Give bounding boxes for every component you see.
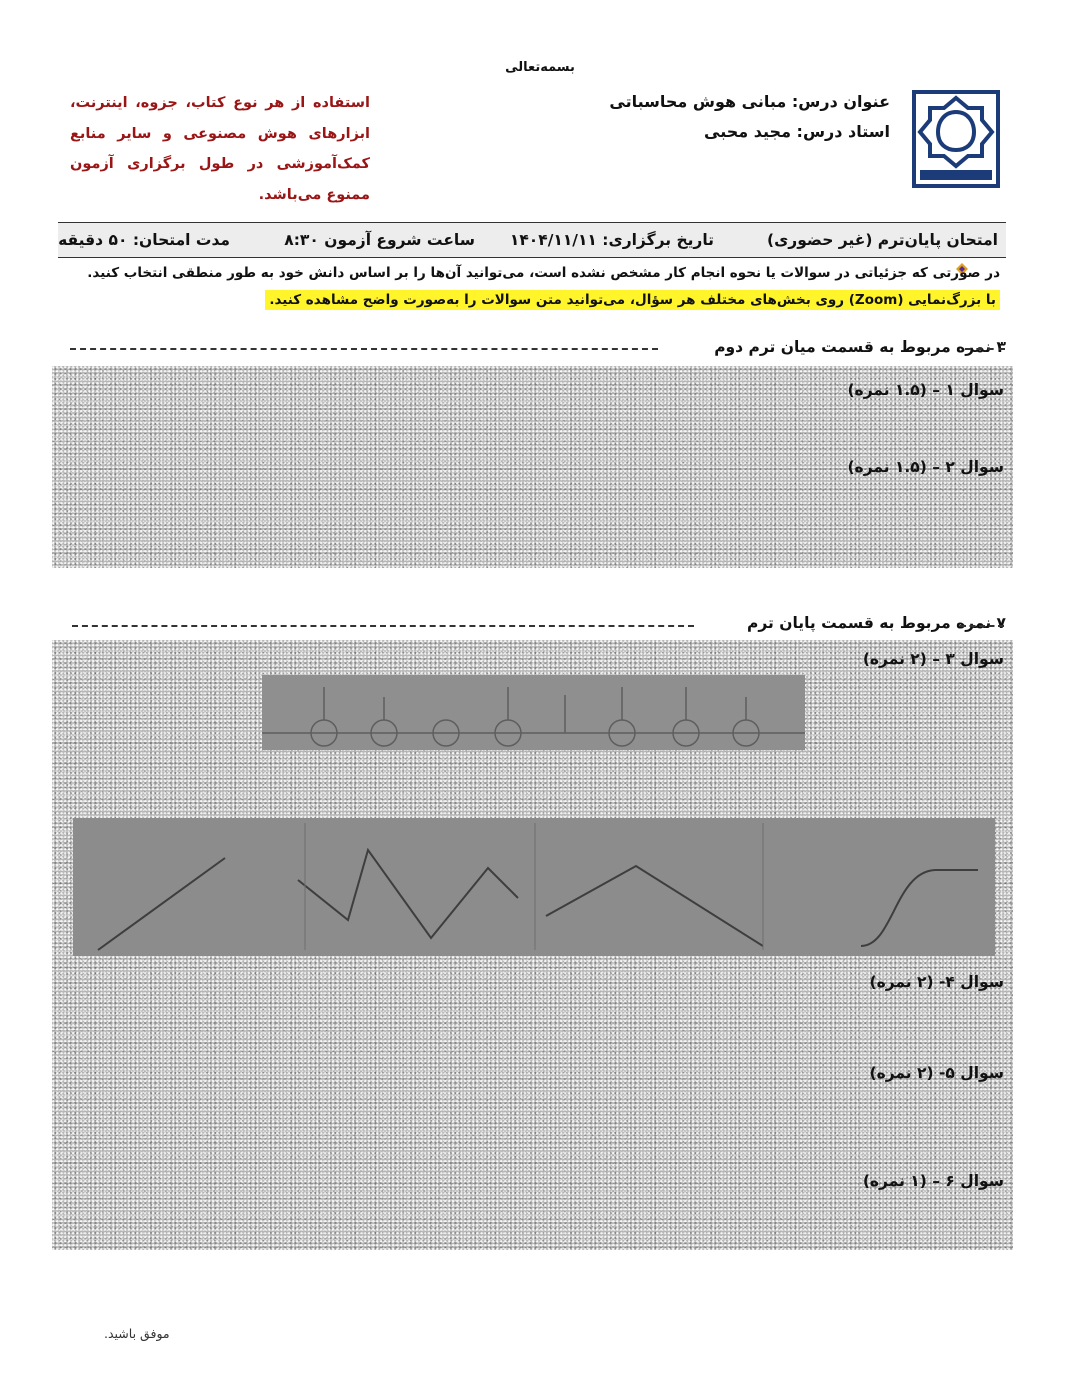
exam-duration: مدت امتحان: ۵۰ دقیقه	[58, 231, 230, 249]
question-5-label: سوال ۵- (۲ نمره)	[869, 1064, 1004, 1082]
question-4-label: سوال ۴- (۲ نمره)	[869, 973, 1004, 991]
question-3-label: سوال ۳ – (۲ نمره)	[862, 650, 1004, 668]
exam-warning: استفاده از هر نوع کتاب، جزوه، اینترنت، ابزارهای هوش مصنوعی و سایر منابع کمک‌آموزشی در طول برگزاری آزمون ممنوع می‌باشد.	[70, 95, 370, 203]
note-1: در صورتی که جزئیاتی در سوالات یا نحوه انجام کار مشخص نشده است، می‌توانید آن‌ها را بر اساس دانش خود به طور منطقی انتخاب کنید.	[87, 265, 1000, 281]
exam-type: امتحان پایان‌ترم (غیر حضوری)	[767, 231, 998, 249]
note-2-highlighted: با بزرگ‌نمایی (Zoom) روی بخش‌های مختلف هر سؤال، می‌توانید متن سوالات را به‌صورت واضح مشاهده کنید.	[265, 290, 1000, 310]
footer-good-luck: موفق باشید.	[104, 1326, 170, 1341]
exam-start-time: ساعت شروع آزمون ۸:۳۰	[284, 231, 475, 249]
question-1-label: سوال ۱ – (۱.۵ نمره)	[847, 381, 1004, 399]
exam-info-bar	[58, 222, 1006, 258]
activation-function-plots-figure	[73, 818, 995, 956]
network-diagram-figure	[262, 675, 805, 750]
university-logo-icon	[912, 90, 1000, 188]
question-6-label: سوال ۶ – (۱ نمره)	[862, 1172, 1004, 1190]
exam-date: تاریخ برگزاری: ۱۴۰۴/۱۱/۱۱	[509, 231, 714, 249]
question-2-label: سوال ۲ – (۱.۵ نمره)	[847, 458, 1004, 476]
section-2-heading: ۷ نمره مربوط به قسمت پایان ترم	[747, 614, 1006, 632]
section-1-heading: ۳ نمره مربوط به قسمت میان ترم دوم	[714, 338, 1006, 356]
section-divider	[965, 348, 1005, 350]
section-divider	[72, 625, 694, 627]
section-divider	[70, 348, 658, 350]
course-title: عنوان درس: مبانی هوش محاسباتی	[609, 92, 890, 111]
course-instructor: استاد درس: مجید محبی	[704, 122, 890, 141]
bismillah-heading: بسمه‌تعالی	[505, 60, 575, 75]
section-divider	[960, 625, 1004, 627]
